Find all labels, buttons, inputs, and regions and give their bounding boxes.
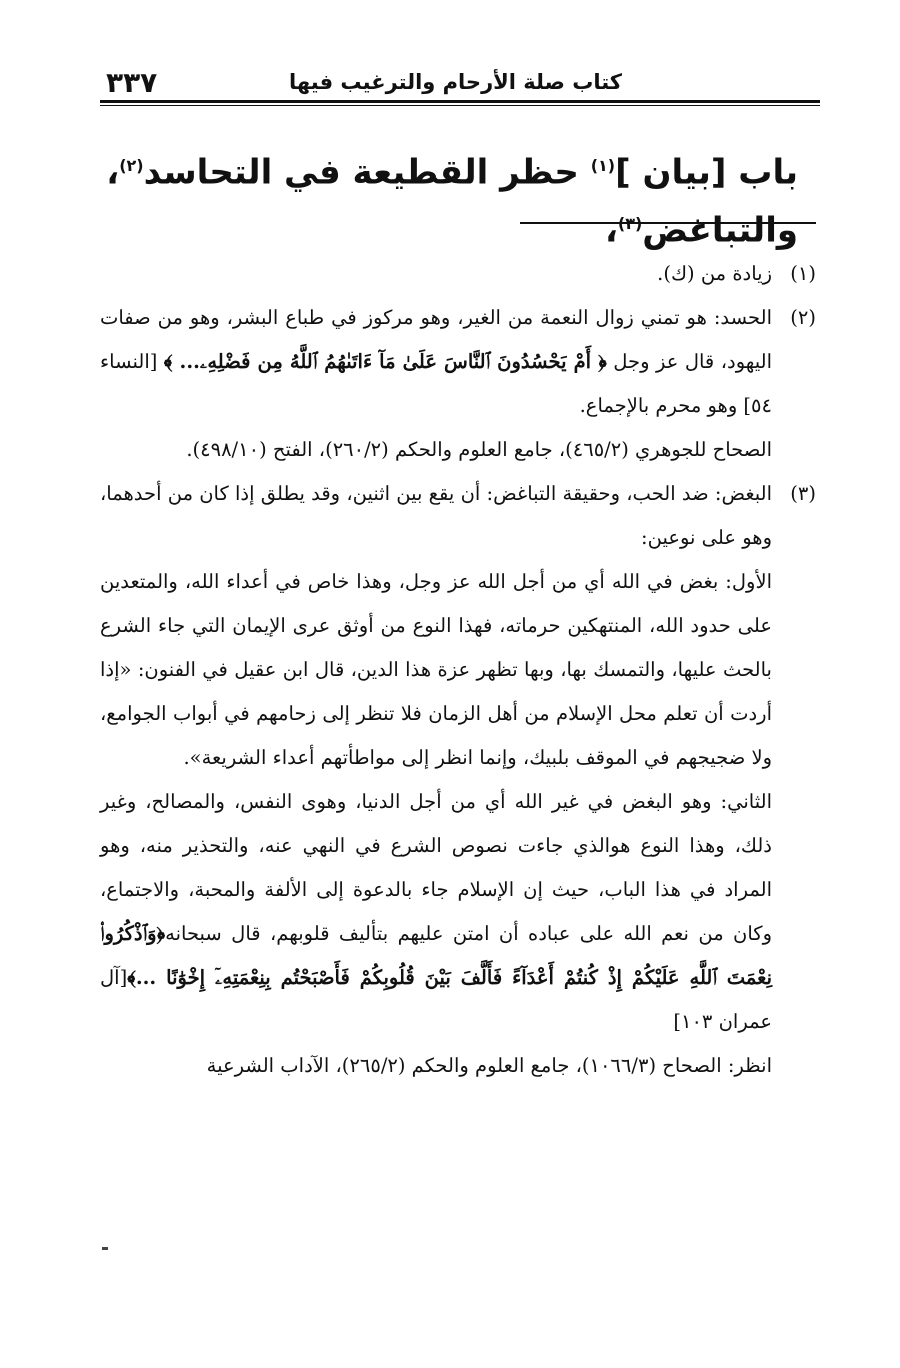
chapter-title-part3: ، والتباغض [106,152,798,251]
footnote-references: الصحاح للجوهري (٤٦٥/٢)، جامع العلوم والحكم (٢٦٠/٢)، الفتح (٤٩٨/١٠). [186,438,772,461]
quran-verse: ﴿وَٱذْكُرُوا۟ نِعْمَتَ ٱللَّهِ عَلَيْكُمْ إِذْ كُنتُمْ أَعْدَآءً فَأَلَّفَ بَيْنَ قُلُوبِكُمْ فَأَصْبَحْتُم بِنِعْمَتِهِۦٓ إِخْوَٰنًا ...﴾ [100,922,772,989]
footnote-number: (١) [790,262,816,285]
footnote-number: (٢) [790,306,816,329]
continuation-mark [102,1247,108,1250]
footnote-text: الحسد: هو تمني زوال النعمة من الغير، وهو مركوز في طباع البشر، وهو من صفات اليهود، قال عز وجل [100,306,773,373]
footnote-paragraph [100,296,772,428]
quran-verse: ﴿ أَمْ يَحْسُدُونَ ٱلنَّاسَ عَلَىٰ مَآ ءَاتَىٰهُمُ ٱللَّهُ مِن فَضْلِهِۦ... ﴾ [163,350,607,373]
header-rule [100,100,820,106]
chapter-title-part2: حظر القطيعة في التحاسد [143,152,591,193]
footnote-ref-2: (٢) [119,156,144,175]
footnote-separator [520,222,816,224]
footnote-1 [100,252,816,296]
footnote-3 [100,472,816,1088]
footnote-text: الثاني: وهو البغض في غير الله أي من أجل الدنيا، وهوى النفس، والمصالح، وغير ذلك، وهذا النوع هوالذي جاءت نصوص الشرع في النهي عنه، والتحذير منه، وهو المراد في هذا الباب، حيث إن الإسلام جاء بالدعوة إلى الألفة والمحبة، والاجتماع، وكان من نعم الله على عباده أن امتن عليهم بتأليف قلوبهم، قال سبحانه [100,790,772,945]
footnote-ref-1: (١) [590,156,616,175]
footnote-paragraph [100,780,772,1044]
footnote-references: انظر: الصحاح (١٠٦٦/٣)، جامع العلوم والحكم (٢٦٥/٢)، الآداب الشرعية [206,1054,772,1077]
chapter-title-end: ، [604,210,618,251]
chapter-title-part1: باب [بيان ] [615,152,798,193]
running-header [100,64,820,104]
footnote-ref-3: (٣) [617,214,643,234]
footnote-paragraph: البغض: ضد الحب، وحقيقة التباغض: أن يقع بين اثنين، وقد يطلق إذا كان من أحدهما، وهو على نوعين: [100,482,772,549]
verse-reference: [النساء ٥٤] وهو محرم بالإجماع. [100,350,772,417]
footnotes [100,252,816,1088]
running-title: كتاب صلة الأرحام والترغيب فيها [289,70,622,94]
footnote-2 [100,296,816,472]
page-number: ٣٣٧ [106,66,158,99]
footnote-text: زيادة من (ك). [657,262,772,285]
footnote-number: (٣) [790,482,816,505]
footnote-paragraph: الأول: بغض في الله أي من أجل الله عز وجل، وهذا خاص في أعداء الله، والمتعدين على حدود الله، المنتهكين حرماته، فهذا النوع من أوثق عرى الإيمان التي جاء الشرع بالحث عليها، والتمسك بها، وبها تظهر عزة هذا الدين، قال ابن عقيل في الفنون: «إذا أردت أن تعلم محل الإسلام من أهل الزمان فلا تنظر إلى زحامهم في أبواب الجوامع، ولا ضجيجهم في الموقف بلبيك، وإنما انظر إلى مواطأتهم أعداء الشريعة». [100,570,772,769]
chapter-title [100,140,820,257]
verse-reference: [آل عمران ١٠٣] [100,966,772,1033]
